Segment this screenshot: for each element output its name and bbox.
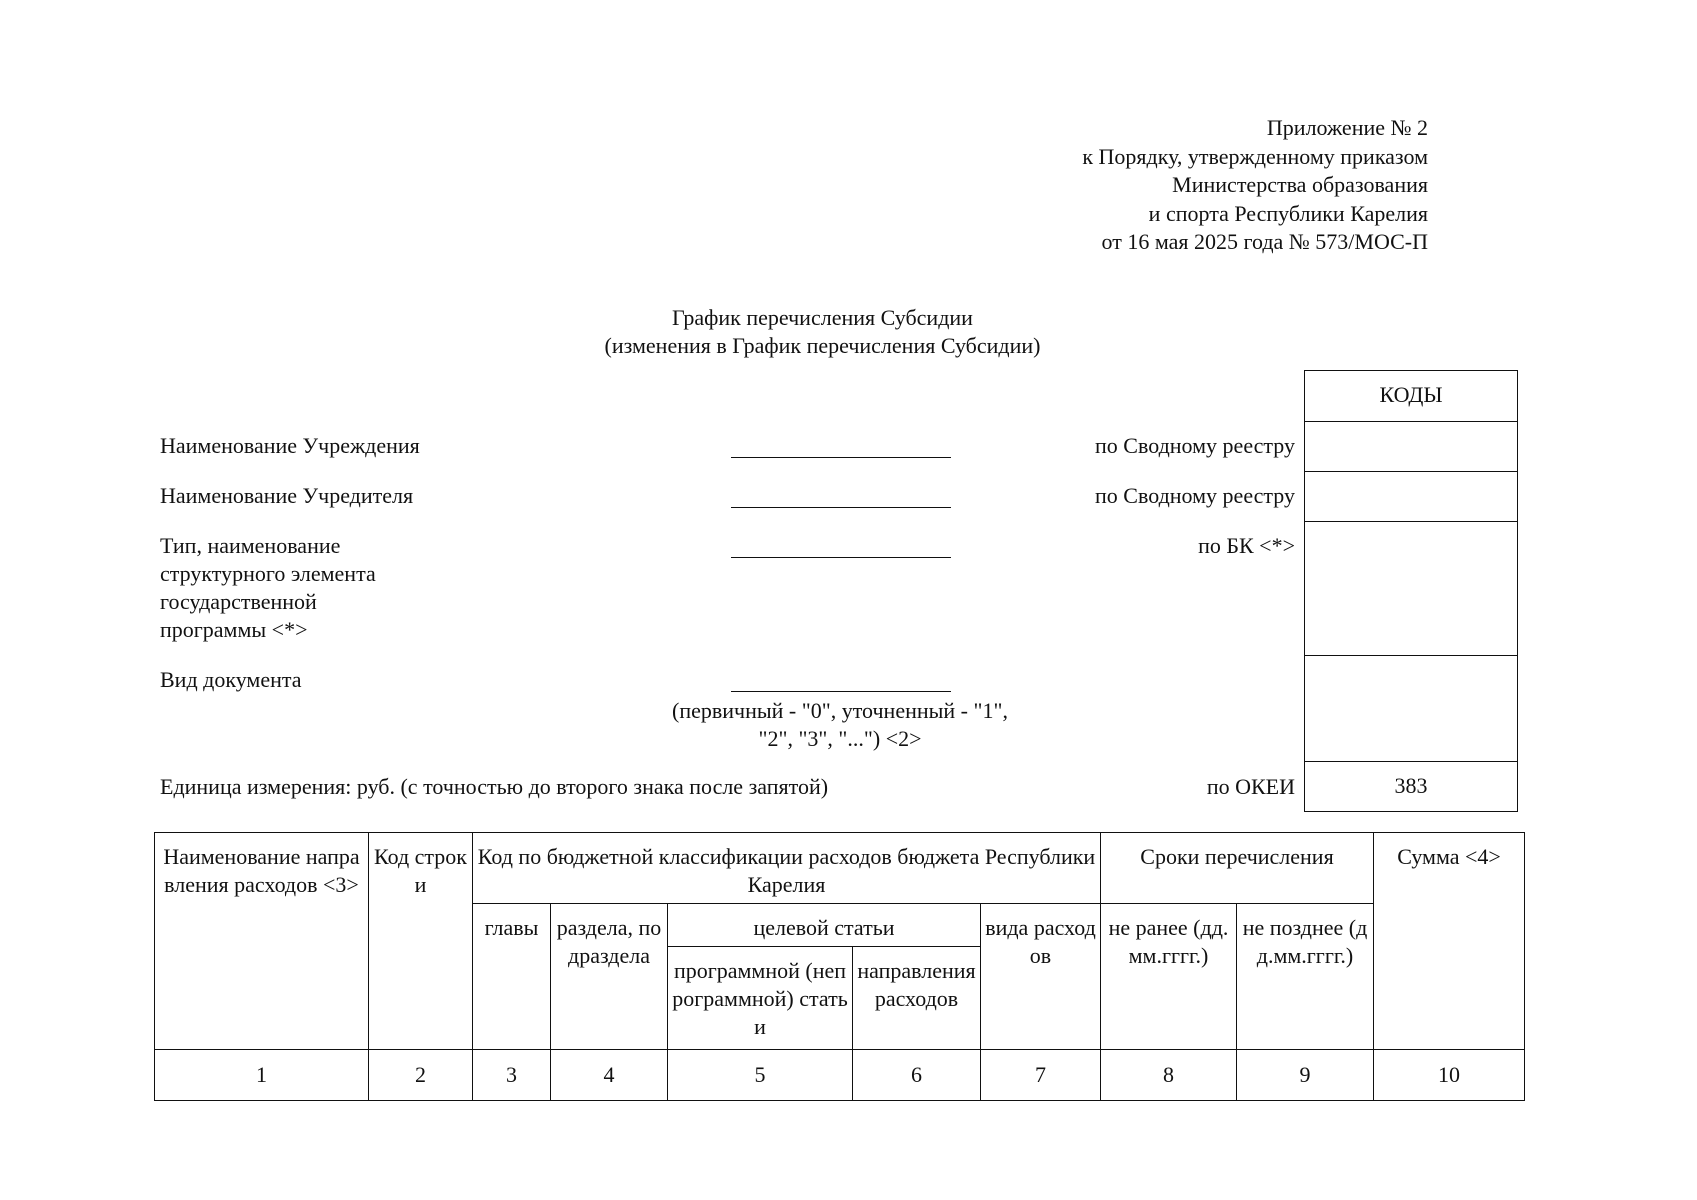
col-number-cell: 7 — [981, 1050, 1101, 1101]
program-label-line: структурного элемента — [160, 561, 376, 586]
founder-label: Наименование Учредителя — [160, 483, 414, 508]
col-header-section: раздела, подраздела — [551, 904, 668, 1050]
codes-header: КОДЫ — [1379, 382, 1443, 407]
col-header-line-code: Код строки — [369, 833, 473, 1050]
okei-code-cell: 383 — [1305, 761, 1517, 811]
program-label-line: программы <*> — [160, 617, 308, 642]
bk-code-cell[interactable] — [1305, 521, 1517, 655]
institution-field[interactable] — [731, 457, 951, 458]
group-header-terms: Сроки перечисления — [1101, 833, 1374, 904]
approval-line: к Порядку, утвержденному приказом — [1082, 143, 1428, 169]
col-number-cell: 2 — [369, 1050, 473, 1101]
title-line-1: График перечисления Субсидии — [672, 305, 973, 330]
program-label — [160, 532, 376, 644]
codes-box — [1304, 370, 1518, 812]
program-label-line: государственной — [160, 589, 317, 614]
col-number-cell: 9 — [1237, 1050, 1374, 1101]
okei-label: по ОКЕИ — [1206, 774, 1295, 799]
program-label-line: Тип, наименование — [160, 533, 341, 558]
doc-type-hint-line: "2", "3", "...") <2> — [758, 726, 922, 751]
col-number-cell: 1 — [155, 1050, 369, 1101]
approval-line: Министерства образования — [1172, 172, 1428, 197]
title-line-2: (изменения в График перечисления Субсидии) — [604, 333, 1041, 358]
col-number-cell: 6 — [853, 1050, 981, 1101]
approval-block — [1082, 114, 1428, 257]
doc-type-hint-line: (первичный - "0", уточненный - "1", — [672, 698, 1008, 723]
unit-label: Единица измерения: руб. (с точностью до второго знака после запятой) — [160, 774, 829, 799]
col-header-not-later: не позднее (дд.мм.гггг.) — [1237, 904, 1374, 1050]
registry-label-1: по Сводному реестру — [1095, 433, 1295, 458]
document-title — [0, 304, 1697, 360]
col-header-expense-type: вида расходов — [981, 904, 1101, 1050]
founder-field[interactable] — [731, 507, 951, 508]
doc-type-label: Вид документа — [160, 667, 302, 692]
transfer-schedule-table — [154, 832, 1525, 1101]
institution-label: Наименование Учреждения — [160, 433, 420, 458]
program-field[interactable] — [731, 557, 951, 558]
doc-type-code-cell[interactable] — [1305, 655, 1517, 761]
registry-code-cell-1[interactable] — [1305, 421, 1517, 471]
col-header-sum: Сумма <4> — [1374, 833, 1525, 1050]
bk-label: по БК <*> — [1198, 533, 1295, 558]
approval-line: и спорта Республики Карелия — [1148, 200, 1428, 226]
col-number-cell: 8 — [1101, 1050, 1237, 1101]
approval-line: от 16 мая 2025 года № 573/МОС-П — [1101, 229, 1428, 254]
col-number-cell: 4 — [551, 1050, 668, 1101]
doc-type-field[interactable] — [731, 691, 951, 692]
col-header-direction: Наименование направления расходов <3> — [155, 833, 369, 1050]
col-number-cell: 10 — [1374, 1050, 1525, 1101]
doc-type-hint — [610, 697, 1070, 753]
col-header-not-earlier: не ранее (дд.мм.гггг.) — [1101, 904, 1237, 1050]
group-header-target-article: целевой статьи — [668, 904, 981, 947]
approval-line: Приложение № 2 — [1266, 115, 1428, 140]
col-number-cell: 3 — [473, 1050, 551, 1101]
registry-label-2: по Сводному реестру — [1095, 483, 1295, 508]
group-header-budget-code: Код по бюджетной классификации расходов бюджета Республики Карелия — [473, 833, 1101, 904]
col-header-program-article: программной (непрограммной) статьи — [668, 947, 853, 1050]
col-header-chapter: главы — [473, 904, 551, 1050]
col-header-expense-direction: направления расходов — [853, 947, 981, 1050]
registry-code-cell-2[interactable] — [1305, 471, 1517, 521]
col-number-cell: 5 — [668, 1050, 853, 1101]
